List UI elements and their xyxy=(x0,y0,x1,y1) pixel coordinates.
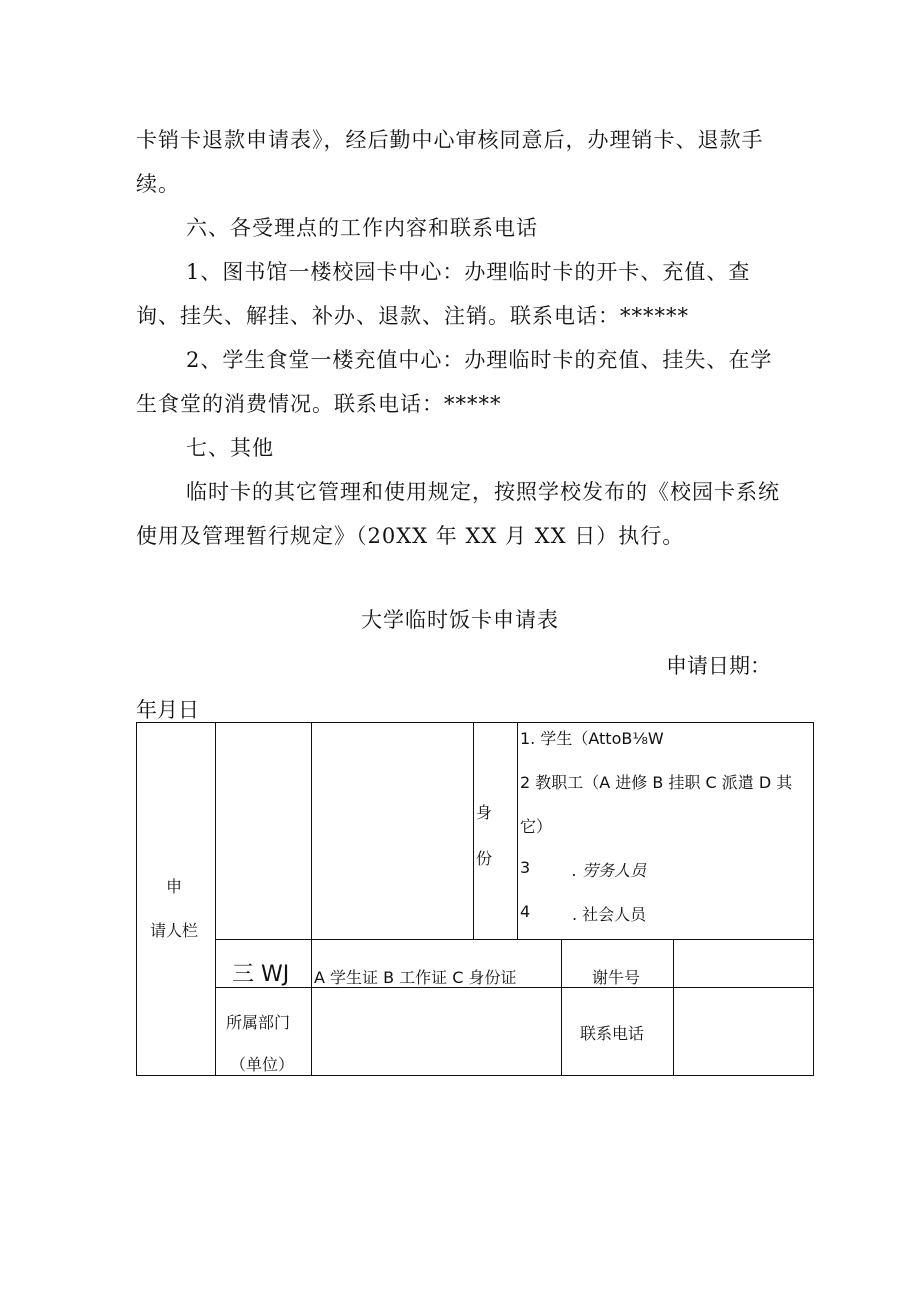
identity-label: 份 xyxy=(476,849,493,868)
section-heading-7: 七、其他 xyxy=(186,436,274,460)
identity-option-staff: 2 教职工（A 进修 B 挂职 C 派遣 D 其 xyxy=(520,773,793,792)
paragraph-line: 1、图书馆一楼校园卡中心：办理临时卡的开卡、充值、查 xyxy=(186,260,751,284)
identity-option-number: 4 xyxy=(520,902,531,921)
id-number-label: 谢牛号 xyxy=(592,968,641,987)
section-heading-6: 六、各受理点的工作内容和联系电话 xyxy=(186,216,538,240)
identity-option-labor: . 劳务人员 xyxy=(572,861,647,880)
identity-option-number: 3 xyxy=(520,858,531,877)
applicant-section-label: 申 xyxy=(166,877,183,896)
paragraph-line: 使用及管理暂行规定》（20XX 年 XX 月 XX 日）执行。 xyxy=(136,524,685,548)
column-divider xyxy=(215,722,216,1076)
identity-option-staff-cont: 它） xyxy=(520,817,553,836)
column-divider xyxy=(311,722,312,1076)
department-label: 所属部门 xyxy=(226,1013,291,1032)
apply-date-label: 申请日期： xyxy=(666,654,771,678)
identity-label: 身 xyxy=(476,803,493,822)
date-line: 年月日 xyxy=(136,698,199,722)
column-divider xyxy=(673,987,674,1076)
paragraph-line: 生食堂的消费情况。联系电话：***** xyxy=(136,392,502,416)
contact-phone-label: 联系电话 xyxy=(580,1024,645,1043)
paragraph-line: 2、学生食堂一楼充值中心：办理临时卡的充值、挂失、在学 xyxy=(186,348,773,372)
id-type-options: A 学生证 B 工作证 C 身份证 xyxy=(314,968,517,987)
form-title: 大学临时饭卡申请表 xyxy=(361,608,559,632)
id-type-label: 三 WJ xyxy=(232,962,290,987)
identity-option-student: 1. 学生（AttoB⅛W xyxy=(520,729,664,748)
paragraph-line: 卡销卡退款申请表》，经后勤中心审核同意后，办理销卡、退款手 xyxy=(136,128,764,152)
table-border-right xyxy=(813,722,814,1076)
paragraph-line: 临时卡的其它管理和使用规定，按照学校发布的《校园卡系统 xyxy=(186,480,780,504)
applicant-section-label: 请人栏 xyxy=(150,921,199,940)
column-divider xyxy=(517,722,518,940)
column-divider xyxy=(473,722,474,940)
row-divider xyxy=(215,939,814,940)
column-divider xyxy=(673,939,674,988)
department-label: （单位） xyxy=(230,1055,295,1074)
paragraph-line: 续。 xyxy=(136,172,180,196)
column-divider xyxy=(561,939,562,1076)
paragraph-line: 询、挂失、解挂、补办、退款、注销。联系电话：****** xyxy=(136,304,689,328)
identity-option-public: . 社会人员 xyxy=(572,905,647,924)
table-border-top xyxy=(136,722,814,723)
table-border-bottom xyxy=(136,1075,814,1076)
table-border-left xyxy=(136,722,137,1076)
